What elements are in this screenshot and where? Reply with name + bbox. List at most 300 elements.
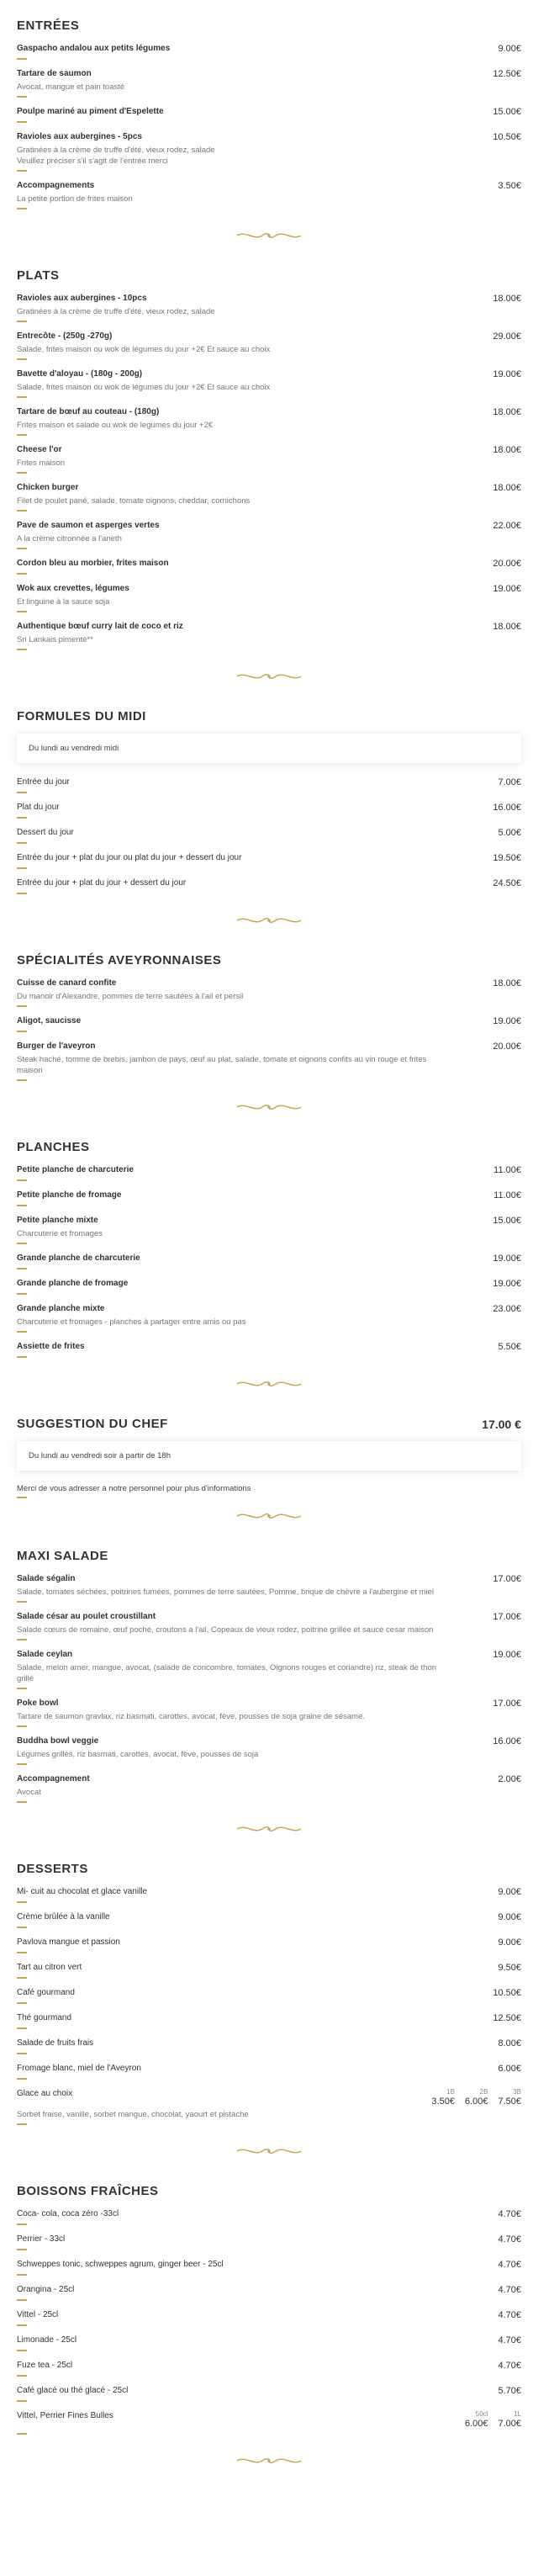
item-price: 12.50€ xyxy=(493,69,521,79)
menu-item-row xyxy=(17,2038,521,2049)
item-price: 9.50€ xyxy=(498,1963,521,1973)
item-description: Gratinées à la crème de truffe d'été, vieux rodez, salade Veuillez préciser s'il s'agit de l'entrée merci xyxy=(17,146,215,166)
item-price: 4.70€ xyxy=(498,2335,521,2345)
item-name: Coca- cola, coca zéro -33cl xyxy=(17,2209,119,2218)
item-price: 15.00€ xyxy=(493,107,521,117)
menu-item xyxy=(17,2012,521,2038)
section-chef xyxy=(17,1398,521,1498)
menu-item-row xyxy=(17,583,521,595)
menu-item xyxy=(17,406,521,444)
accent-dash xyxy=(17,1952,27,1953)
section-maxi-salade xyxy=(17,1530,521,1811)
menu-item xyxy=(17,1698,521,1736)
menu-item xyxy=(17,1015,521,1041)
accent-dash xyxy=(17,1688,27,1689)
item-name: Plat du jour xyxy=(17,803,60,812)
ornament-divider xyxy=(17,1498,521,1530)
item-price: 16.00€ xyxy=(493,803,521,813)
menu-item-row xyxy=(17,1164,521,1176)
menu-item xyxy=(17,2259,521,2284)
item-price: 22.00€ xyxy=(493,521,521,531)
accent-dash xyxy=(17,1639,27,1640)
accent-dash xyxy=(17,1005,27,1007)
item-description: Charcuterie et fromages - planches à partager entre amis ou pas xyxy=(17,1317,246,1327)
chef-price: 17.00 € xyxy=(482,1417,521,1431)
item-description: Sri Lankais pimenté** xyxy=(17,635,93,644)
menu-item-row xyxy=(17,1911,521,1923)
menu-item xyxy=(17,1278,521,1303)
desserts-list xyxy=(17,1886,521,2088)
boissons-list xyxy=(17,2208,521,2410)
menu-item xyxy=(17,877,521,903)
menu-item-row xyxy=(17,2259,521,2271)
item-price: 3.50€ xyxy=(498,181,521,191)
specialites-list xyxy=(17,978,521,1089)
menu-item xyxy=(17,1041,521,1089)
accent-dash xyxy=(17,170,27,172)
item-name: Café glacé ou thé glacé - 25cl xyxy=(17,2386,129,2395)
item-name: Pavlova mangue et passion xyxy=(17,1937,120,1947)
accent-dash xyxy=(17,2078,27,2080)
item-description: A la crème citronnée a l'aneth xyxy=(17,534,122,543)
item-price: 9.00€ xyxy=(498,44,521,54)
section-title-chef: SUGGESTION DU CHEF xyxy=(17,1417,168,1431)
menu-item xyxy=(17,621,521,659)
accent-dash xyxy=(17,58,27,60)
ornament-divider xyxy=(17,1811,521,1843)
menu-item xyxy=(17,368,521,406)
price-value: 6.00€ xyxy=(464,2096,488,2107)
item-price: 11.00€ xyxy=(493,1190,521,1201)
item-name: Bavette d'aloyau - (180g - 200g) xyxy=(17,369,143,379)
item-price: 4.70€ xyxy=(498,2209,521,2219)
section-specialites xyxy=(17,935,521,1089)
menu-item-row xyxy=(17,520,521,532)
price-size-label: 1B xyxy=(446,2088,455,2096)
section-entrees xyxy=(17,0,521,218)
accent-dash xyxy=(17,96,27,98)
accent-dash xyxy=(17,611,27,612)
item-description: Légumes grillés, riz basmati, carottes, avocat, fève, pousses de soja xyxy=(17,1750,259,1759)
accent-dash xyxy=(17,1268,27,1269)
menu-item-row xyxy=(17,1215,521,1227)
menu-item-row xyxy=(17,2284,521,2296)
vittel-prices xyxy=(465,2410,521,2430)
menu-item-row xyxy=(17,1987,521,1999)
item-name: Grande planche mixte xyxy=(17,1304,105,1313)
price-value: 6.00€ xyxy=(464,2419,488,2429)
item-description: La petite portion de frites maison xyxy=(17,194,133,204)
item-price: 12.50€ xyxy=(493,2013,521,2023)
menu-item xyxy=(17,331,521,368)
accent-dash xyxy=(17,649,27,650)
item-price: 11.00€ xyxy=(493,1165,521,1175)
item-name: Accompagnements xyxy=(17,181,95,190)
menu-item-row xyxy=(17,1611,521,1623)
item-price: 19.00€ xyxy=(493,369,521,379)
glace-prices xyxy=(431,2088,521,2107)
section-formules xyxy=(17,691,521,903)
menu-item xyxy=(17,68,521,106)
item-price: 5.70€ xyxy=(498,2386,521,2396)
accent-dash xyxy=(17,2274,27,2276)
item-name: Petite planche de charcuterie xyxy=(17,1165,134,1174)
menu-item-row xyxy=(17,131,521,143)
menu-item xyxy=(17,293,521,331)
accent-dash xyxy=(17,893,27,894)
section-title-entrees: ENTRÉES xyxy=(17,19,80,33)
menu-item xyxy=(17,1215,521,1253)
item-name: Entrée du jour xyxy=(17,777,70,787)
menu-item-row xyxy=(17,2234,521,2245)
menu-item-row xyxy=(17,2360,521,2372)
accent-dash xyxy=(17,472,27,474)
menu-item xyxy=(17,802,521,827)
menu-item xyxy=(17,978,521,1015)
accent-dash xyxy=(17,208,27,209)
item-description: Frites maison xyxy=(17,458,66,468)
item-name: Tartare de bœuf au couteau - (180g) xyxy=(17,407,160,416)
price-size-label: 2B xyxy=(479,2088,488,2096)
item-price: 4.70€ xyxy=(498,2260,521,2270)
menu-item xyxy=(17,1987,521,2012)
item-price: 19.00€ xyxy=(493,1016,521,1026)
item-price: 19.00€ xyxy=(493,1279,521,1289)
item-name: Ravioles aux aubergines - 5pcs xyxy=(17,132,142,141)
price-size-label: 3B xyxy=(513,2088,521,2096)
ornament-icon xyxy=(235,2145,303,2157)
menu-item xyxy=(17,1341,521,1366)
menu-item xyxy=(17,1736,521,1773)
item-description: Charcuterie et fromages xyxy=(17,1229,103,1238)
menu-item-row xyxy=(17,802,521,814)
item-name: Tart au citron vert xyxy=(17,1963,82,1972)
item-price: 18.00€ xyxy=(493,978,521,989)
accent-dash xyxy=(17,1927,27,1928)
item-price: 4.70€ xyxy=(498,2234,521,2245)
item-price: 8.00€ xyxy=(498,2038,521,2049)
menu-item xyxy=(17,2335,521,2360)
menu-item-row xyxy=(17,558,521,570)
item-name: Chicken burger xyxy=(17,483,79,492)
item-name: Poulpe mariné au piment d'Espelette xyxy=(17,107,164,116)
ornament-divider xyxy=(17,218,521,250)
menu-item-row xyxy=(17,444,521,456)
menu-item xyxy=(17,1911,521,1937)
accent-dash xyxy=(17,2299,27,2301)
chef-note: Merci de vous adresser à notre personnel pour plus d'informations xyxy=(17,1484,251,1493)
item-name: Aligot, saucisse xyxy=(17,1016,82,1026)
menu-item xyxy=(17,1773,521,1811)
accent-dash xyxy=(17,2224,27,2225)
item-name: Cuisse de canard confite xyxy=(17,978,117,988)
item-description: Salade, tomates séchées, poitrines fumées, pommes de terre sautées, Pomme, brique de chèvre a l'aubergine et miel xyxy=(17,1587,435,1597)
accent-dash xyxy=(17,2002,27,2004)
menu-item-row xyxy=(17,1773,521,1785)
menu-item-row xyxy=(17,106,521,118)
menu-item-row xyxy=(17,1886,521,1898)
item-name: Poke bowl xyxy=(17,1699,59,1708)
accent-dash xyxy=(17,842,27,844)
menu-item-row xyxy=(17,368,521,380)
price-value: 7.50€ xyxy=(498,2096,521,2107)
item-name: Salade césar au poulet croustillant xyxy=(17,1612,156,1621)
menu-item xyxy=(17,1649,521,1698)
ornament-divider xyxy=(17,2443,521,2475)
menu-item xyxy=(17,1962,521,1987)
menu-item xyxy=(17,2360,521,2385)
item-name: Limonade - 25cl xyxy=(17,2335,77,2345)
item-price: 18.00€ xyxy=(493,622,521,632)
item-price: 6.00€ xyxy=(498,2064,521,2074)
item-name: Cheese l'or xyxy=(17,445,62,454)
accent-dash xyxy=(17,2249,27,2250)
item-price: 9.00€ xyxy=(498,1912,521,1922)
item-name: Fuze tea - 25cl xyxy=(17,2361,73,2370)
item-name: Vittel, Perrier Fines Bulles xyxy=(17,2411,113,2420)
menu-item xyxy=(17,2038,521,2063)
formules-list xyxy=(17,777,521,903)
menu-item-row xyxy=(17,406,521,418)
accent-dash xyxy=(17,1356,27,1358)
item-name: Petite planche mixte xyxy=(17,1216,98,1225)
item-name: Vittel - 25cl xyxy=(17,2310,59,2319)
menu-item-row xyxy=(17,1015,521,1027)
accent-dash xyxy=(17,2027,27,2029)
menu-item-row xyxy=(17,1190,521,1201)
menu-item xyxy=(17,583,521,621)
accent-dash xyxy=(17,1179,27,1181)
chef-header xyxy=(17,1417,521,1431)
accent-dash xyxy=(17,1763,27,1765)
menu-item xyxy=(17,777,521,802)
menu-item-row xyxy=(17,621,521,633)
menu-item xyxy=(17,2063,521,2088)
menu-item-row xyxy=(17,978,521,989)
menu-item-row xyxy=(17,2012,521,2024)
item-description: Salade, melon amer, mangue, avocat, (salade de concombre, tomates, Oignons rouges et coriandre) riz, steak de thon grillé xyxy=(17,1663,437,1683)
item-price: 4.70€ xyxy=(498,2310,521,2320)
section-title-boissons: BOISSONS FRAÎCHES xyxy=(17,2184,159,2198)
accent-dash xyxy=(17,2433,27,2435)
menu-item xyxy=(17,1611,521,1649)
accent-dash xyxy=(17,1243,27,1244)
accent-dash xyxy=(17,867,27,869)
item-price: 5.50€ xyxy=(498,1342,521,1352)
planches-list xyxy=(17,1164,521,1366)
item-name: Assiette de frites xyxy=(17,1342,85,1351)
item-name: Grande planche de fromage xyxy=(17,1279,129,1288)
menu-item-row xyxy=(17,1736,521,1747)
item-name: Perrier - 33cl xyxy=(17,2234,66,2244)
chef-info-box: Du lundi au vendredi soir à partir de 18h xyxy=(17,1441,521,1471)
formules-info-box: Du lundi au vendredi midi xyxy=(17,734,521,763)
item-price: 18.00€ xyxy=(493,445,521,455)
menu-item xyxy=(17,2309,521,2335)
menu-item xyxy=(17,1573,521,1611)
menu-item-row xyxy=(17,1937,521,1948)
menu-item-vittel xyxy=(17,2410,521,2443)
ornament-divider xyxy=(17,1089,521,1121)
menu-item-row xyxy=(17,1341,521,1353)
item-name: Orangina - 25cl xyxy=(17,2285,75,2294)
item-description: Et linguine à la sauce soja xyxy=(17,597,110,607)
item-name: Pave de saumon et asperges vertes xyxy=(17,521,160,530)
item-name: Entrecôte - (250g -270g) xyxy=(17,331,113,341)
accent-dash xyxy=(17,1293,27,1295)
ornament-icon xyxy=(235,230,303,241)
accent-dash xyxy=(17,573,27,575)
menu-item xyxy=(17,2234,521,2259)
item-description: Salade, frites maison ou wok de légumes du jour +2€ Et sauce au choix xyxy=(17,383,271,392)
menu-item-row xyxy=(17,43,521,55)
item-name: Salade ségalin xyxy=(17,1574,76,1583)
menu-item xyxy=(17,852,521,877)
item-name: Grande planche de charcuterie xyxy=(17,1254,140,1263)
menu-item xyxy=(17,827,521,852)
item-name: Salade de fruits frais xyxy=(17,2038,94,2048)
menu-item-row xyxy=(17,852,521,864)
ornament-divider xyxy=(17,659,521,691)
accent-dash xyxy=(17,817,27,819)
item-price: 10.50€ xyxy=(493,132,521,142)
menu-item-row xyxy=(17,1041,521,1052)
menu-item-row xyxy=(17,1573,521,1585)
menu-item xyxy=(17,558,521,583)
item-name: Burger de l'aveyron xyxy=(17,1042,96,1051)
maxi-list xyxy=(17,1573,521,1811)
item-name: Wok aux crevettes, légumes xyxy=(17,584,129,593)
menu-item xyxy=(17,520,521,558)
accent-dash xyxy=(17,792,27,793)
menu-item-row xyxy=(17,2385,521,2397)
menu-item-row xyxy=(17,2309,521,2321)
menu-item xyxy=(17,1886,521,1911)
item-name: Salade ceylan xyxy=(17,1650,73,1659)
menu-item-row xyxy=(17,1253,521,1264)
item-price: 4.70€ xyxy=(498,2285,521,2295)
ornament-icon xyxy=(235,1823,303,1835)
ornament-icon xyxy=(235,1510,303,1522)
item-description: Tartare de saumon gravlax, riz basmati, carottes, avocat, fève, pousses de soja graine de sésame. xyxy=(17,1712,365,1721)
item-description: Avocat, mangue et pain toasté xyxy=(17,82,125,92)
menu-item xyxy=(17,444,521,482)
menu-item xyxy=(17,2208,521,2234)
item-price: 10.50€ xyxy=(493,1988,521,1998)
ornament-icon xyxy=(235,1101,303,1113)
menu-item xyxy=(17,1190,521,1215)
item-name: Café gourmand xyxy=(17,1988,75,1997)
accent-dash xyxy=(17,548,27,549)
accent-dash xyxy=(17,2053,27,2054)
accent-dash xyxy=(17,1601,27,1603)
menu-item xyxy=(17,2284,521,2309)
accent-dash xyxy=(17,121,27,123)
menu-item-row xyxy=(17,2208,521,2220)
section-plats xyxy=(17,250,521,659)
accent-dash xyxy=(17,396,27,398)
section-boissons xyxy=(17,2165,521,2443)
accent-dash xyxy=(17,1725,27,1727)
menu-item xyxy=(17,43,521,68)
menu-item-row xyxy=(17,827,521,839)
item-name: Mi- cuit au chocolat et glace vanille xyxy=(17,1887,148,1896)
item-description: Salade cœurs de romaine, œuf poché, croutons a l'ail, Copeaux de vieux rodez, poitrine grillée et sauce cesar maison xyxy=(17,1625,434,1635)
accent-dash xyxy=(17,1977,27,1979)
item-price: 18.00€ xyxy=(493,294,521,304)
item-price: 24.50€ xyxy=(493,878,521,888)
menu-item xyxy=(17,1253,521,1278)
menu-item xyxy=(17,1303,521,1341)
menu-item xyxy=(17,1937,521,1962)
item-price: 7.00€ xyxy=(498,777,521,787)
ornament-icon xyxy=(235,914,303,926)
ornament-divider xyxy=(17,903,521,935)
item-price: 19.00€ xyxy=(493,1650,521,1660)
menu-item-row xyxy=(17,68,521,80)
item-price: 17.00€ xyxy=(493,1612,521,1622)
item-description: Avocat xyxy=(17,1788,41,1797)
item-price: 19.50€ xyxy=(493,853,521,863)
menu-item-row xyxy=(17,1962,521,1974)
item-description: Frites maison et salade ou wok de legumes du jour +2€ xyxy=(17,421,214,430)
menu-item xyxy=(17,131,521,180)
menu-item xyxy=(17,1164,521,1190)
item-price: 4.70€ xyxy=(498,2361,521,2371)
accent-dash xyxy=(17,1205,27,1206)
item-description: Du manoir d'Alexandre, pommes de terre sautées à l'ail et persil xyxy=(17,992,244,1001)
item-name: Gaspacho andalou aux petits légumes xyxy=(17,44,171,53)
item-price: 17.00€ xyxy=(493,1574,521,1584)
item-name: Dessert du jour xyxy=(17,828,74,837)
item-price: 20.00€ xyxy=(493,1042,521,1052)
ornament-icon xyxy=(235,1378,303,1390)
accent-dash xyxy=(17,2375,27,2377)
ornament-divider xyxy=(17,1366,521,1398)
accent-dash xyxy=(17,1031,27,1032)
item-price: 18.00€ xyxy=(493,483,521,493)
menu-item-row xyxy=(17,1698,521,1709)
accent-dash xyxy=(17,2123,27,2125)
menu-item-row xyxy=(17,777,521,788)
accent-dash xyxy=(17,2324,27,2326)
item-price: 5.00€ xyxy=(498,828,521,838)
item-name: Cordon bleu au morbier, frites maison xyxy=(17,559,169,568)
menu-item-row xyxy=(17,1303,521,1315)
item-description: Steak haché, tomme de brebis, jambon de pays, œuf au plat, salade, tomate et oignons confits au vin rouge et frites maison xyxy=(17,1055,427,1075)
price-size-label: 1L xyxy=(514,2410,521,2418)
accent-dash xyxy=(17,1801,27,1803)
entrees-list xyxy=(17,43,521,218)
item-description: Filet de poulet pané, salade, tomate oignons, cheddar, cornichons xyxy=(17,496,251,506)
plats-list xyxy=(17,293,521,659)
item-name: Accompagnement xyxy=(17,1774,90,1784)
ornament-icon xyxy=(235,2455,303,2467)
menu-item xyxy=(17,106,521,131)
menu-item-row xyxy=(17,293,521,305)
item-name: Buddha bowl veggie xyxy=(17,1736,99,1746)
accent-dash xyxy=(17,1901,27,1903)
item-price: 20.00€ xyxy=(493,559,521,569)
menu-item-row xyxy=(17,2063,521,2075)
item-price: 2.00€ xyxy=(498,1774,521,1784)
accent-dash xyxy=(17,358,27,360)
item-name: Petite planche de fromage xyxy=(17,1190,122,1200)
item-name: Authentique bœuf curry lait de coco et riz xyxy=(17,622,183,631)
menu-item-row xyxy=(17,482,521,494)
accent-dash xyxy=(17,321,27,322)
item-description: Salade, frites maison ou wok de légumes du jour +2€ Et sauce au choix xyxy=(17,345,271,354)
